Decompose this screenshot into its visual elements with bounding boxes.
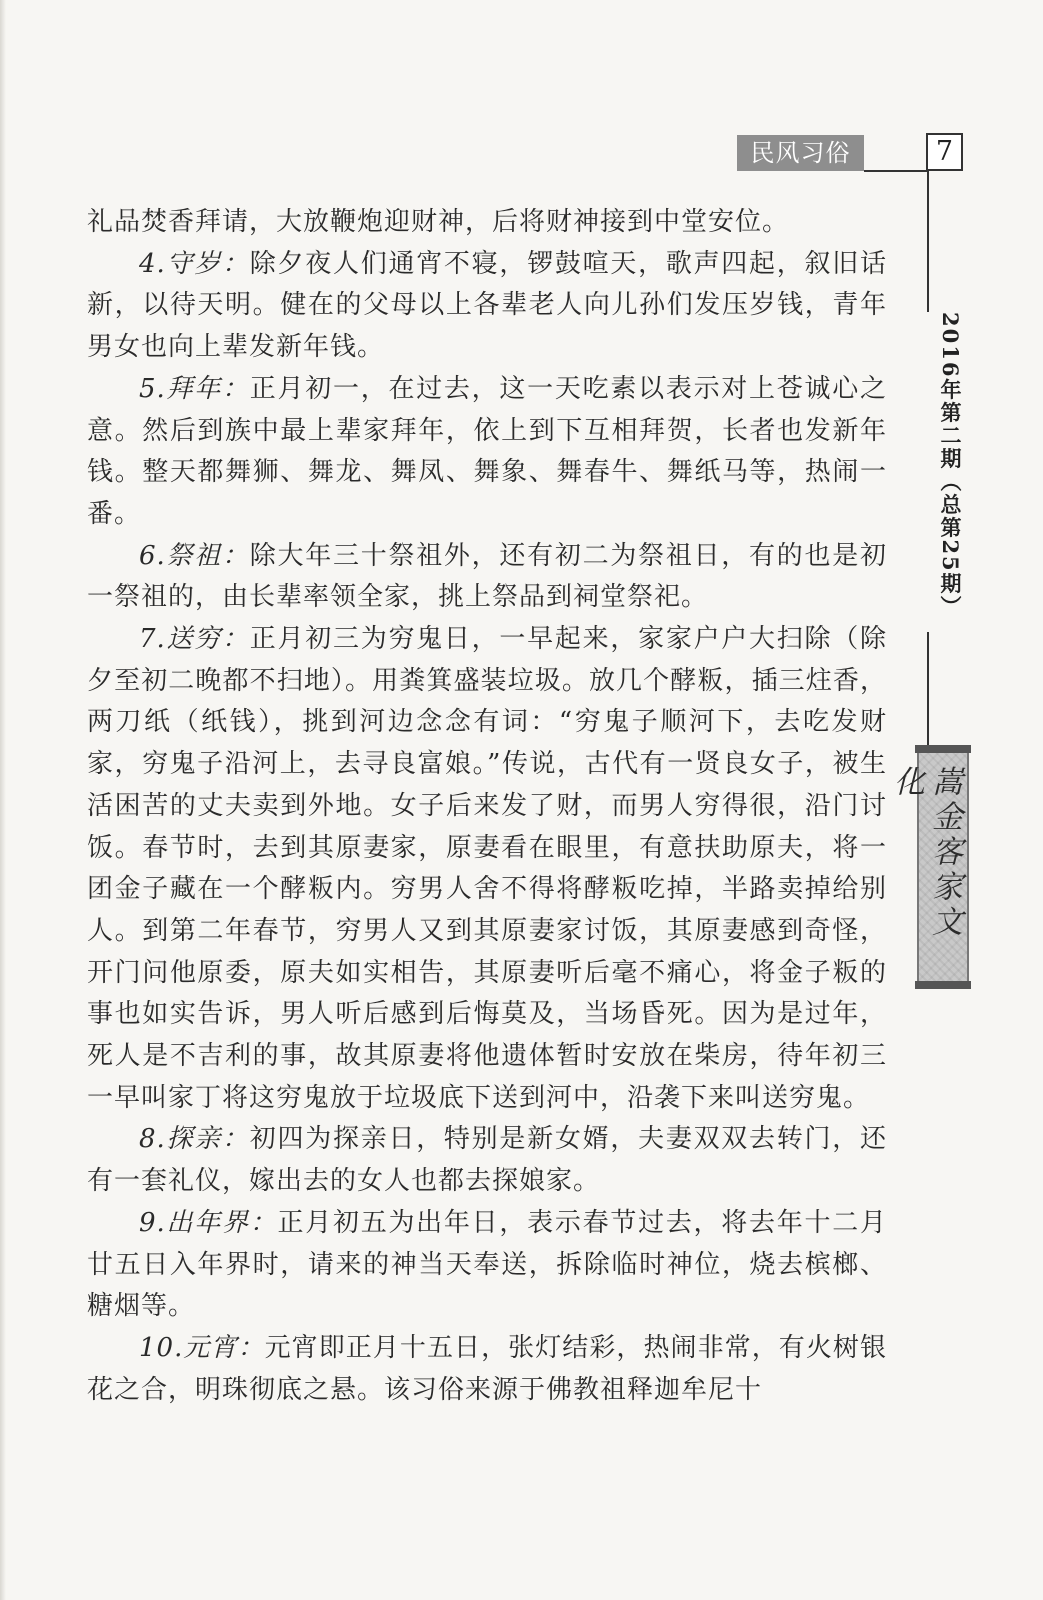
page-number: 7 (926, 133, 963, 171)
paragraph (87, 1328, 887, 1411)
paragraph (87, 244, 887, 369)
paragraph-heading: 6.祭祖： (139, 540, 250, 571)
paragraph (87, 369, 887, 536)
paragraph-heading: 8.探亲： (139, 1124, 250, 1155)
paragraph-heading: 9.出年界： (139, 1207, 278, 1238)
paragraph-heading: 5.拜年： (139, 373, 250, 404)
paragraph (87, 536, 887, 619)
paragraph (87, 202, 887, 244)
banner-top-cap (915, 745, 971, 753)
section-label: 民风习俗 (737, 135, 864, 171)
paragraph (87, 1119, 887, 1202)
page-binding-edge (0, 0, 6, 1600)
paragraph-heading: 7.送穷： (139, 624, 250, 655)
paragraph-text: 礼品焚香拜请，大放鞭炮迎财神，后将财神接到中堂安位。 (87, 207, 790, 237)
header-rule (864, 170, 927, 172)
paragraph-text: 正月初三为穷鬼日，一早起来，家家户户大扫除（除夕至初二晚都不扫地）。用粪箕盛装垃圾。放几个酵粄，插三炷香，两刀纸（纸钱），挑到河边念念有词：“穷鬼子顺河下，去吃发财家，穷鬼子沿河上，去寻良富娘。”传说，古代有一贤良女子，被生活困苦的丈夫卖到外地。女子后来发了财，而男人穷得很，沿门讨饭。春节时，去到其原妻家，原妻看在眼里，有意扶助原夫，将一团金子藏在一个酵粄内。穷男人舍不得将酵粄吃掉，半路卖掉给别人。到第二年春节，穷男人又到其原妻家讨饭，其原妻感到奇怪，开门问他原委，原夫如实相告，其原妻听后毫不痛心，将金子粄的事也如实告诉，男人听后感到后悔莫及，当场昏死。因为是过年，死人是不吉利的事，故其原妻将他遗体暂时安放在柴房，待年初三一早叫家丁将这穷鬼放于垃圾底下送到河中，沿袭下来叫送穷鬼。 (87, 624, 887, 1113)
paragraph-text: 正月初五为出年日，表示春节过去，将去年十二月廿五日入年界时，请来的神当天奉送，拆除临时神位，烧去槟榔、糖烟等。 (87, 1207, 887, 1322)
banner-title: 嵩金客家文化 (888, 765, 962, 940)
paragraph-text: 元宵即正月十五日，张灯结彩，热闹非常，有火树银花之合，明珠彻底之悬。该习俗来源于佛教祖释迦牟尼十 (87, 1332, 887, 1405)
paragraph-text: 正月初一，在过去，这一天吃素以表示对上苍诚心之意。然后到族中最上辈家拜年，依上到下互相拜贺，长者也发新年钱。整天都舞狮、舞龙、舞凤、舞象、舞春牛、舞纸马等，热闹一番。 (87, 373, 887, 529)
paragraph-text: 除大年三十祭祖外，还有初二为祭祖日，有的也是初一祭祖的，由长辈率领全家，挑上祭品到祠堂祭祀。 (87, 540, 887, 613)
paragraph-heading: 4.守岁： (139, 248, 250, 279)
banner-bottom-cap (915, 981, 971, 989)
paragraph-text: 除夕夜人们通宵不寝，锣鼓喧天，歌声四起，叙旧话新，以待天明。健在的父母以上各辈老人向儿孙们发压岁钱，青年男女也向上辈发新年钱。 (87, 248, 887, 363)
paragraph-text: 初四为探亲日，特别是新女婿，夫妻双双去转门，还有一套礼仪，嫁出去的女人也都去探娘家。 (87, 1124, 887, 1197)
paragraph (87, 619, 887, 1119)
issue-info: 2016年第二期（总第25期） (925, 312, 965, 632)
paragraph-heading: 10.元宵： (139, 1332, 265, 1363)
journal-title-banner (888, 749, 969, 985)
article-body (87, 202, 887, 1411)
paragraph (87, 1203, 887, 1328)
